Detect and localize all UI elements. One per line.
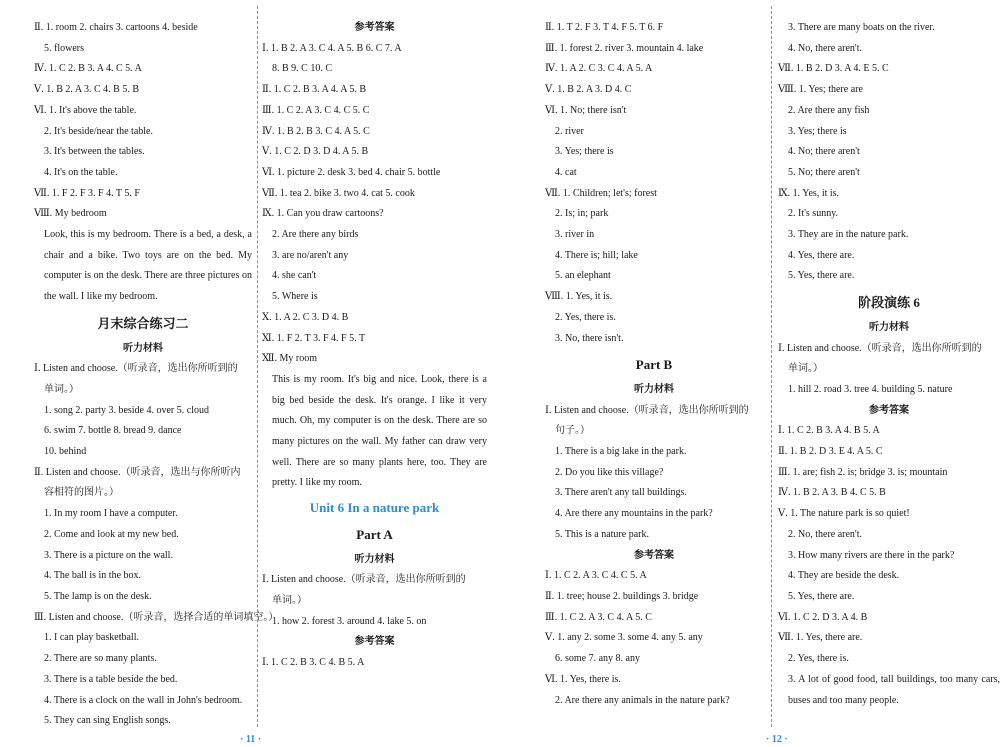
col2-line: 2. Are there any birds [272,229,359,241]
col3-line: 3. river in [555,229,595,241]
col2-line: Ⅰ. 1. B 2. A 3. C 4. A 5. B 6. C 7. A [262,42,402,54]
col3-line: 2. Is; in; park [555,208,609,220]
col1-line: Ⅱ. Listen and choose.（听录音，选出与你所听内 [34,466,241,478]
col2-line: Ⅶ. 1. tea 2. bike 3. two 4. cat 5. cook [262,187,415,199]
col3-line: 参考答案 [634,549,674,561]
col3-line: Ⅶ. 1. Children; let's; forest [545,187,657,199]
col2-line: 3. are no/aren't any [272,249,349,261]
col3-line: 2. Yes, there is. [555,311,616,323]
col1-line: 3. It's between the tables. [44,146,145,158]
col4-line: Ⅵ. 1. C 2. D 3. A 4. B [778,611,868,623]
col3-line: 4. There is; hill; lake [555,249,638,261]
col4-line: 单词。） [788,363,823,375]
col2-line: 5. Where is [272,291,318,303]
col3-line: Ⅳ. 1. A 2. C 3. C 4. A 5. A [545,63,653,75]
answer-column-2 [262,18,487,733]
col1-line: 1. In my room I have a computer. [44,508,178,520]
col3-line: Ⅰ. 1. C 2. A 3. C 4. C 5. A [545,570,647,582]
col2-line: Ⅸ. 1. Can you draw cartoons? [262,208,384,220]
col2-line: 听力材料 [354,553,395,565]
col3-line: Ⅱ. 1. T 2. F 3. T 4. F 5. T 6. F [545,22,664,33]
col1-line: Ⅵ. 1. It's above the table. [34,104,137,116]
col3-line: Part B [635,357,673,373]
col1-line: 6. swim 7. bottle 8. bread 9. dance [44,425,182,437]
col3-line: Ⅷ. 1. Yes, it is. [545,291,613,303]
col3-line: Ⅴ. 1. any 2. some 3. some 4. any 5. any [545,632,703,644]
col2-line: Ⅱ. 1. C 2. B 3. A 4. A 5. B [262,84,367,96]
answer-column-3 [545,18,763,733]
col4-line: 5. Yes, there are. [788,270,855,282]
col1-line: 3. There is a table beside the bed. [44,673,178,685]
col4-line: 听力材料 [869,321,909,333]
col4-line: Ⅲ. 1. are; fish 2. is; bridge 3. is; mountain [778,466,948,478]
col4-line: 4. No; there aren't [788,146,860,158]
col3-line: 2. Are there any animals in the nature park? [555,694,730,706]
col4-line: Ⅸ. 1. Yes, it is. [778,187,840,199]
col1-line: 容相符的图片。） [44,487,119,499]
col1-line: 1. I can play basketball. [44,632,139,644]
col4-line: Ⅳ. 1. B 2. A 3. B 4. C 5. B [778,487,886,499]
col3-line: 5. an elephant [555,270,611,282]
col3-line: Ⅱ. 1. tree; house 2. buildings 3. bridge [545,590,699,602]
col4-line: 3. There are many boats on the river. [788,22,935,33]
col4-line: Ⅰ. 1. C 2. B 3. A 4. B 5. A [778,425,880,437]
col4-line: Ⅶ. 1. B 2. D 3. A 4. E 5. C [778,63,889,75]
col1-line: Ⅷ. My bedroom [34,208,107,220]
col1-line: 5. They can sing English songs. [44,715,171,727]
col3-line: 6. some 7. any 8. any [555,653,640,665]
col3-line: Ⅲ. 1. forest 2. river 3. mountain 4. lake [545,42,704,54]
col3-line: 5. This is a nature park. [555,528,649,540]
answer-column-1 [34,18,279,733]
col3-line: 3. No, there isn't. [555,332,624,344]
col3-line: 句子。） [555,425,590,437]
col1-line: Look, this is my bedroom. There is a bed, a desk, a chair and a bike. Two toys are on the bed. My computer is on the desk. There are three pictures on the wall. I like my bedroom. [44,229,252,303]
col1-line: Ⅳ. 1. C 2. B 3. A 4. C 5. A [34,63,142,75]
col4-line: 3. They are in the nature park. [788,229,909,241]
col1-line: 2. Come and look at my new bed. [44,528,179,540]
col3-line: 听力材料 [634,383,674,395]
col1-line: 2. There are so many plants. [44,653,157,665]
col1-line: 5. The lamp is on the desk. [44,590,152,602]
col4-line: Ⅰ. Listen and choose.（听录音，选出你所听到的 [778,342,982,354]
col1-line: 3. There is a picture on the wall. [44,549,173,561]
col2-line: Ⅰ. Listen and choose.（听录音，选出你所听到的 [262,574,466,586]
col2-line: 单词。） [272,594,307,606]
col2-line: 4. she can't [272,270,317,282]
column-divider-right [771,6,772,727]
col4-line: Ⅴ. 1. The nature park is so quiet! [778,508,910,520]
col3-line: Ⅲ. 1. C 2. A 3. C 4. A 5. C [545,611,652,623]
col4-line: Ⅱ. 1. B 2. D 3. E 4. A 5. C [778,446,883,458]
col4-line: 1. hill 2. road 3. tree 4. building 5. nature [788,383,953,395]
col1-line: 2. It's beside/near the table. [44,125,153,137]
col1-line: 10. behind [44,446,87,458]
col3-line: 2. river [555,125,584,137]
col3-line: 3. Yes; there is [555,146,614,158]
col4-line: Ⅷ. 1. Yes; there are [778,84,863,96]
col4-line: 参考答案 [869,404,909,416]
col1-line: 单词。） [44,383,79,395]
col3-line: Ⅵ. 1. No; there isn't [545,104,627,116]
col4-line: 阶段演练 6 [858,295,920,311]
col3-line: 3. There aren't any tall buildings. [555,487,687,499]
col4-line: 3. A lot of good food, tall buildings, too many cars, buses and too many people. [788,673,1000,706]
col3-line: 1. There is a big lake in the park. [555,446,687,458]
col2-line: 8. B 9. C 10. C [272,63,333,75]
col2-line: Ⅴ. 1. C 2. D 3. D 4. A 5. B [262,146,369,158]
col2-line: Ⅰ. 1. C 2. B 3. C 4. B 5. A [262,657,365,669]
col4-line: 5. Yes, there are. [788,590,855,602]
col2-line: 1. how 2. forest 3. around 4. lake 5. on [272,615,427,627]
col2-line: Unit 6 In a nature park [309,500,440,516]
col3-line: 2. Do you like this village? [555,466,664,478]
col1-line: 1. song 2. party 3. beside 4. over 5. cloud [44,404,209,416]
col2-line: Part A [356,526,393,542]
page-number-left: · 11 · [240,734,262,745]
col4-line: 2. Yes, there is. [788,653,849,665]
col4-line: 3. How many rivers are there in the park? [788,549,955,561]
col1-line: Ⅰ. Listen and choose.（听录音，选出你所听到的 [34,363,238,375]
col2-line: 参考答案 [354,22,395,33]
col4-line: 4. Yes, there are. [788,249,855,261]
col4-line: 2. It's sunny. [788,208,839,220]
col1-line: Ⅶ. 1. F 2. F 3. F 4. T 5. F [34,187,140,199]
col2-line: 参考答案 [354,636,395,648]
col2-line: This is my room. It's big and nice. Look, there is a big bed beside the desk. It's orange. I like it very much. Oh, my computer is on the desk. There are so many pictures on the wall. My father can draw very well. There are so many plants here, too. They are pretty. I like my room. [272,373,487,489]
col4-line: 3. Yes; there is [788,125,847,137]
col4-line: 4. They are beside the desk. [788,570,900,582]
col4-line: 5. No; there aren't [788,166,860,178]
col1-line: 4. The ball is in the box. [44,570,142,582]
col1-line: Ⅱ. 1. room 2. chairs 3. cartoons 4. beside [34,22,198,33]
col1-line: 听力材料 [123,342,163,354]
col2-line: Ⅳ. 1. B 2. B 3. C 4. A 5. C [262,125,370,137]
col1-line: 5. flowers [44,42,84,54]
col4-line: 2. No, there aren't. [788,528,862,540]
col2-line: Ⅵ. 1. picture 2. desk 3. bed 4. chair 5. bottle [262,166,441,178]
col1-line: Ⅴ. 1. B 2. A 3. C 4. B 5. B [34,84,140,96]
col3-line: Ⅰ. Listen and choose.（听录音，选出你所听到的 [545,404,749,416]
col1-line: 4. There is a clock on the wall in John's bedroom. [44,694,243,706]
col3-line: Ⅵ. 1. Yes, there is. [545,673,621,685]
col4-line: 2. Are there any fish [788,104,870,116]
col1-line: 4. It's on the table. [44,166,118,178]
col2-line: Ⅲ. 1. C 2. A 3. C 4. C 5. C [262,104,370,116]
page-number-right: · 12 · [766,734,788,745]
col3-line: 4. cat [555,166,577,178]
col4-line: Ⅶ. 1. Yes, there are. [778,632,863,644]
col2-line: Ⅻ. My room [262,353,318,365]
col3-line: Ⅴ. 1. B 2. A 3. D 4. C [545,84,632,96]
col2-line: Ⅹ. 1. A 2. C 3. D 4. B [262,311,349,323]
col1-line: Ⅲ. Listen and choose.（听录音，选择合适的单词填空。） [34,611,279,623]
col1-line: 月末综合练习二 [97,315,189,331]
col2-line: Ⅺ. 1. F 2. T 3. F 4. F 5. T [262,332,366,344]
col3-line: 4. Are there any mountains in the park? [555,508,713,520]
answer-column-4 [778,18,1000,733]
col4-line: 4. No, there aren't. [788,42,862,54]
